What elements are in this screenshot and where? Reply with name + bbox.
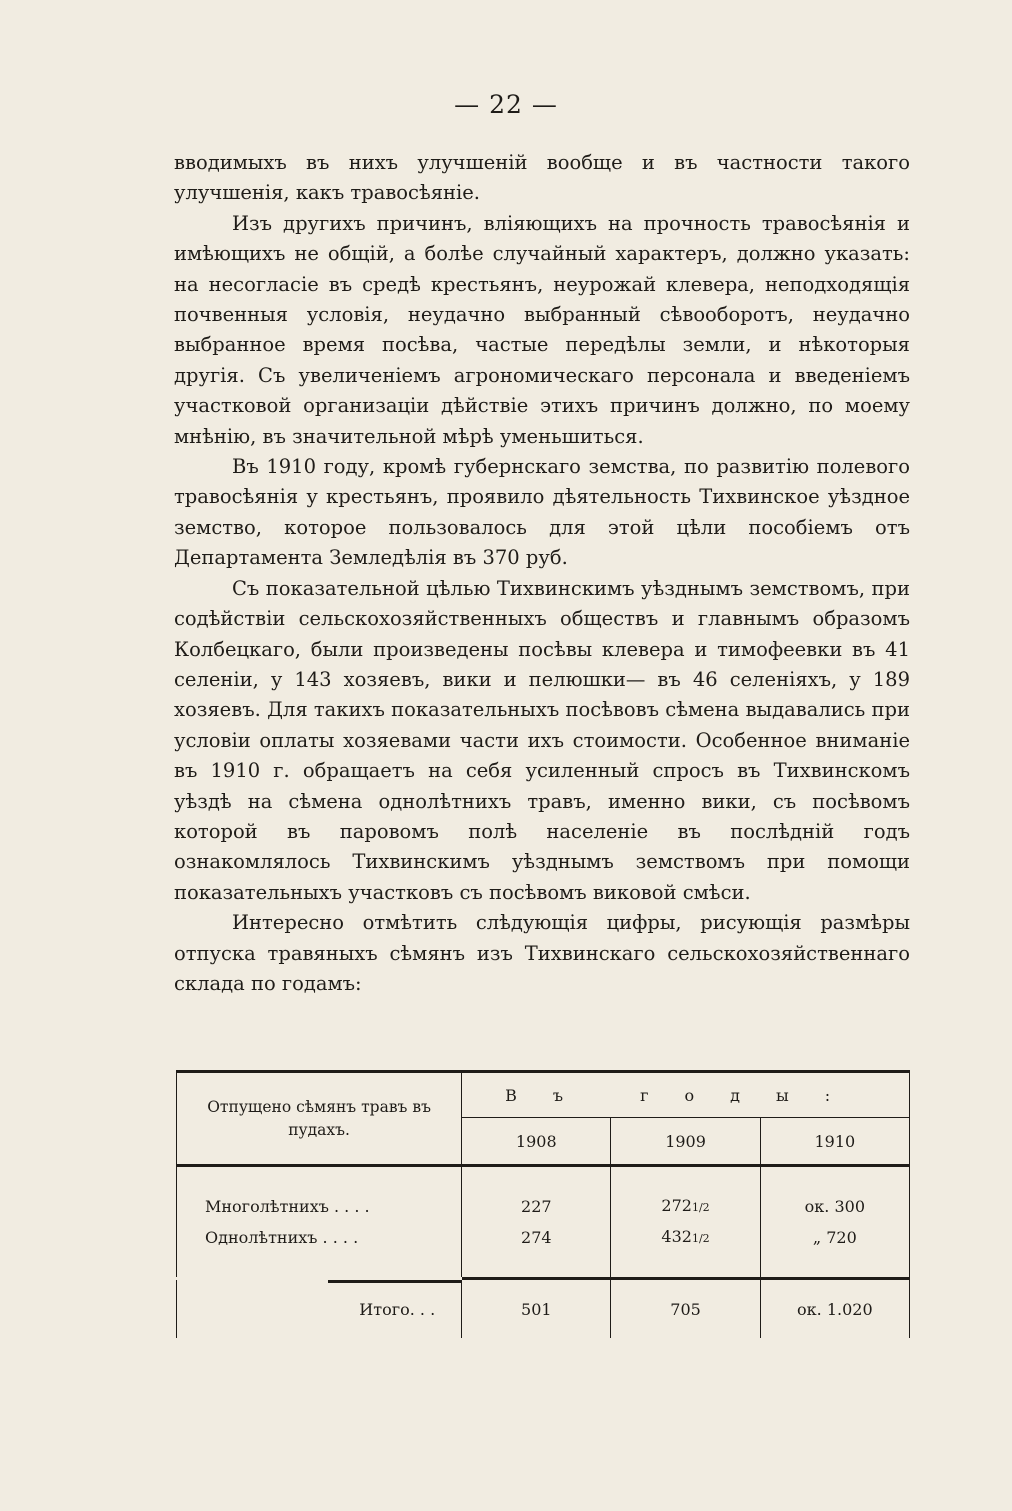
seed-release-table (176, 1070, 910, 1338)
seed-table (176, 1070, 910, 1338)
year-header-1910: 1910 (760, 1118, 909, 1166)
paragraph-5: Интересно отмѣтить слѣдующiя цифры, рисующiя размѣры отпуска травяныхъ сѣмянъ изъ Тихвинскаго сельскохозяйственнаго склада по годамъ: (174, 911, 910, 995)
cell-total-1908: 501 (462, 1279, 611, 1339)
year-header-1908: 1908 (462, 1118, 611, 1166)
cell-perennial-1908: 227 (462, 1191, 611, 1222)
cell-total-1910: ок. 1.020 (760, 1279, 909, 1339)
table-header-years-title: Въ годы: (462, 1072, 910, 1118)
row-label-total: Итого. . . (177, 1279, 462, 1339)
paragraph-2: Изъ другихъ причинъ, влiяющихъ на прочность травосѣянiя и имѣющихъ не общiй, а болѣе случайный характеръ, должно указать: на несогласiе въ средѣ крестьянъ, неурожай клевера, неподходящiя почвенныя условiя, неудачно выбранный сѣвооборотъ, неудачно выбранное время посѣва, частые передѣлы земли, и нѣкоторыя другiя. Съ увеличенiемъ агрономическаго персонала и введенiемъ участковой организацiи дѣйствiе этихъ причинъ должно, по моему мнѣнiю, въ значительной мѣрѣ уменьшиться. (174, 211, 910, 448)
table-row-annual (177, 1222, 910, 1253)
paragraph-4: Съ показательной цѣлью Тихвинскимъ уѣзднымъ земствомъ, при содѣйствiи сельскохозяйственныхъ обществъ и главнымъ образомъ Колбецкаго, были произведены посѣвы клевера и тимофеевки въ 41 селенiи, у 143 хозяевъ, вики и пелюшки— въ 46 селенiяхъ, у 189 хозяевъ. Для такихъ показательныхъ посѣвовъ сѣмена выдавались при условiи оплаты хозяевами части ихъ стоимости. Особенное вниманiе въ 1910 г. обращаетъ на себя усиленный спросъ въ Тихвинскомъ уѣздѣ на сѣмена однолѣтнихъ травъ, именно вики, съ посѣвомъ которой въ паровомъ полѣ населенiе въ послѣднiй годъ ознакомлялось Тихвинскимъ уѣзднымъ земствомъ при помощи показательныхъ участковъ съ посѣвомъ виковой смѣси. (174, 576, 910, 904)
table-header-left: Отпущено сѣмянъ травъ въ пудахъ. (177, 1072, 462, 1166)
page-number: — 22 — (454, 90, 558, 119)
row-label-annual: Однолѣтнихъ . . . . (177, 1222, 462, 1253)
cell-annual-1909: 4321/2 (611, 1222, 760, 1253)
table-row-total (177, 1279, 910, 1339)
paragraph-3: Въ 1910 году, кромѣ губернскаго земства, по развитiю полевого травосѣянiя у крестьянъ, проявило дѣятельность Тихвинское уѣздное земство, которое пользовалось для этой цѣли пособiемъ отъ Департамента Земледѣлiя въ 370 руб. (174, 455, 910, 570)
cell-total-1909: 705 (611, 1279, 760, 1339)
row-label-perennial: Многолѣтнихъ . . . . (177, 1191, 462, 1222)
table-row-perennial (177, 1191, 910, 1222)
paragraph-1: вводимыхъ въ нихъ улучшенiй вообще и въ частности такого улучшенiя, какъ травосѣянiе. (174, 151, 910, 205)
year-header-1909: 1909 (611, 1118, 760, 1166)
cell-annual-1910: „ 720 (760, 1222, 909, 1253)
cell-perennial-1910: ок. 300 (760, 1191, 909, 1222)
cell-perennial-1909: 2721/2 (611, 1191, 760, 1222)
body-text (174, 148, 910, 999)
cell-annual-1908: 274 (462, 1222, 611, 1253)
